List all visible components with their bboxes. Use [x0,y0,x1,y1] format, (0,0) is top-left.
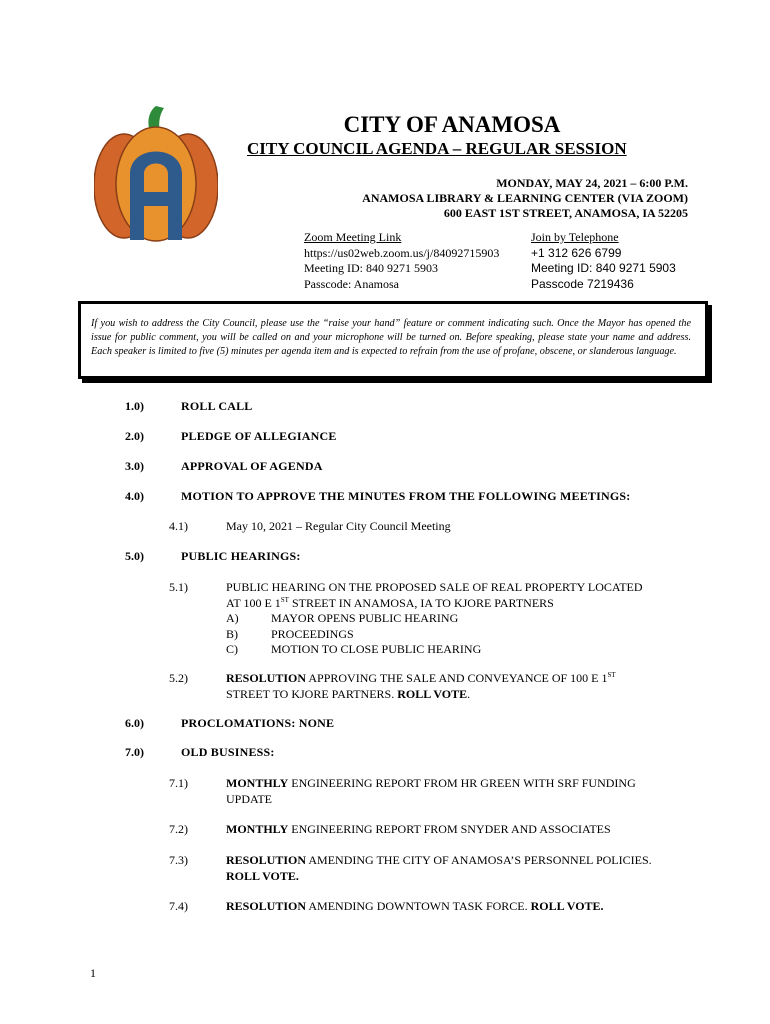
subitem-line: MONTHLY ENGINEERING REPORT FROM SNYDER AND ASSOCIATES [226,822,611,836]
hearing-step: A) MAYOR OPENS PUBLIC HEARING [226,611,459,625]
item-roll-call: ROLL CALL [181,399,253,413]
subitem-resolution-sale [226,671,616,702]
zoom-meeting-id: Meeting ID: 840 9271 5903 [304,261,438,275]
subitem-line: AT 100 E 1ST STREET IN ANAMOSA, IA TO KJORE PARTNERS [226,595,554,610]
subitem-number: 7.4) [169,899,188,913]
telephone-info [531,230,676,292]
zoom-url-link[interactable]: https://us02web.zoom.us/j/84092715903 [304,245,500,260]
hearing-step: C) MOTION TO CLOSE PUBLIC HEARING [226,642,482,656]
subitem-line: STREET TO KJORE PARTNERS. ROLL VOTE. [226,686,471,701]
subitem-line: ROLL VOTE. [226,868,299,883]
item-number: 5.0) [125,549,144,563]
subitem-number: 4.1) [169,519,188,533]
item-number: 6.0) [125,716,144,730]
subitem-snyder-report [226,822,611,838]
subitem-line: RESOLUTION APPROVING THE SALE AND CONVEYANCE OF 100 E 1ST [226,671,616,685]
item-old-business: OLD BUSINESS: [181,745,275,759]
telephone-passcode: Passcode 7219436 [531,276,634,291]
subitem-public-hearing-sale [226,580,643,658]
item-approve-minutes: MOTION TO APPROVE THE MINUTES FROM THE FOLLOWING MEETINGS: [181,489,631,503]
hearing-step: B) PROCEEDINGS [226,626,354,641]
telephone-meeting-id: Meeting ID: 840 9271 5903 [531,261,676,275]
item-number: 4.0) [125,489,144,503]
subitem-number: 7.1) [169,776,188,790]
item-number: 7.0) [125,745,144,759]
subitem-line: RESOLUTION AMENDING THE CITY OF ANAMOSA’S PERSONNEL POLICIES. [226,853,652,867]
meeting-address: 600 EAST 1ST STREET, ANAMOSA, IA 52205 [443,206,688,220]
subitem-number: 5.1) [169,580,188,594]
notice-text: If you wish to address the City Council, please use the “raise your hand” feature or comment indicating such. Once the Mayor has opened the issue for public comment, you will be called on and your microphone will be turned on. Before speaking, please state your name and address. Each speaker is limited to five (5) minutes per agenda item and is expected to refrain from the use of profane, obscene, or slanderous language. [91,318,691,358]
page-number: 1 [90,966,96,980]
subitem-number: 7.2) [169,822,188,836]
subitem-line: RESOLUTION AMENDING DOWNTOWN TASK FORCE. ROLL VOTE. [226,899,604,913]
item-public-hearings: PUBLIC HEARINGS: [181,549,301,563]
city-title: CITY OF ANAMOSA [343,112,561,137]
meeting-location: ANAMOSA LIBRARY & LEARNING CENTER (VIA ZOOM) [362,191,688,205]
subitem-line: MONTHLY ENGINEERING REPORT FROM HR GREEN WITH SRF FUNDING [226,776,636,790]
subitem-minutes-may10: May 10, 2021 – Regular City Council Meeting [226,519,451,533]
item-number: 2.0) [125,429,144,443]
subitem-hr-green-report [226,776,636,807]
item-number: 1.0) [125,399,144,413]
item-proclamations: PROCLOMATIONS: NONE [181,716,335,730]
subitem-personnel-policies [226,853,652,884]
zoom-heading: Zoom Meeting Link [304,230,402,244]
subitem-number: 5.2) [169,671,188,685]
subitem-downtown-task-force [226,899,604,915]
subitem-line: UPDATE [226,791,273,806]
item-pledge: PLEDGE OF ALLEGIANCE [181,429,337,443]
telephone-number: +1 312 626 6799 [531,245,622,260]
item-number: 3.0) [125,459,144,473]
item-approval-agenda: APPROVAL OF AGENDA [181,459,323,473]
meeting-date: MONDAY, MAY 24, 2021 – 6:00 P.M. [496,176,688,190]
public-comment-notice [78,301,708,379]
subitem-number: 7.3) [169,853,188,867]
zoom-info [304,230,499,292]
telephone-heading: Join by Telephone [531,230,619,244]
subitem-line: PUBLIC HEARING ON THE PROPOSED SALE OF REAL PROPERTY LOCATED [226,580,643,594]
agenda-title: CITY COUNCIL AGENDA – REGULAR SESSION [247,139,627,158]
zoom-passcode: Passcode: Anamosa [304,276,399,291]
